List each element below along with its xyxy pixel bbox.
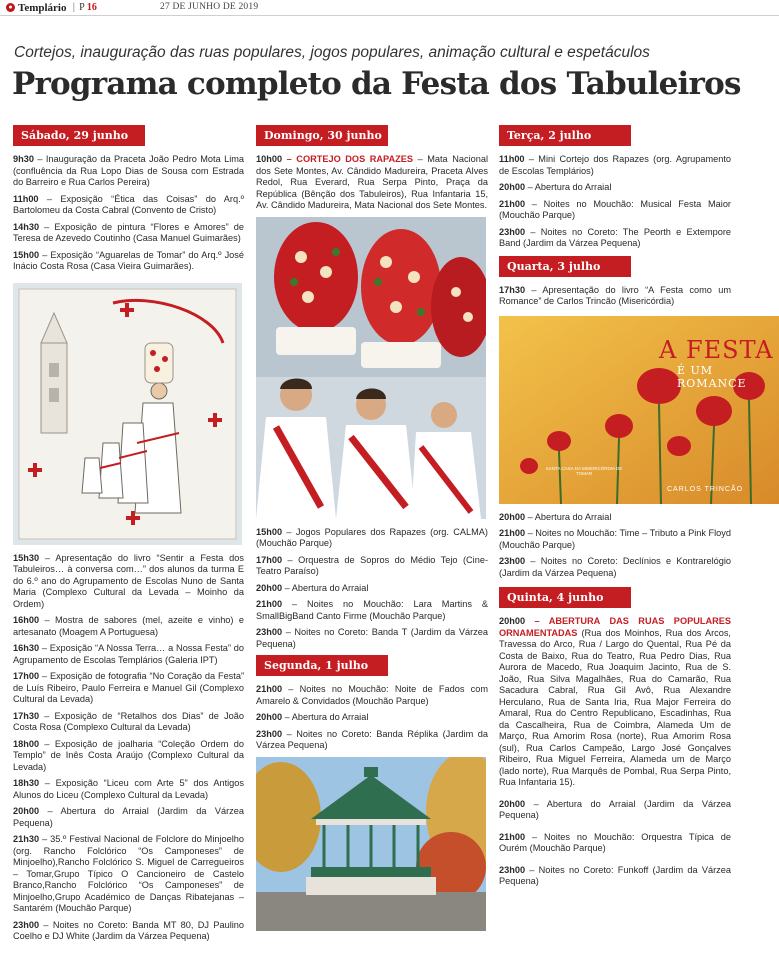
- tuesday-events: [499, 154, 731, 250]
- book-subtitle: É UM ROMANCE: [677, 363, 747, 390]
- saturday-events-top: [13, 154, 244, 273]
- day-header-saturday: Sábado, 29 junho: [13, 125, 145, 146]
- event-time: 18h30: [13, 778, 40, 788]
- event-item: [13, 806, 244, 829]
- wednesday-events-bottom: [499, 512, 731, 580]
- event-time: 20h00: [13, 806, 40, 816]
- event-time: 21h00: [499, 198, 526, 209]
- article-title: Programa completo da Festa dos Tabuleiros: [12, 66, 741, 102]
- event-time: 21h00: [499, 831, 526, 842]
- event-time: 17h30: [13, 710, 40, 721]
- event-description: – Mata Nacional dos Sete Montes, Av. Cândido Madureira, Praceta Alves Redol, Rua Everard, Rua Serpa Pinto, Praça da República (Bênção dos Tabuleiros), Rua Infantaria 15, Av. Cândido Madureira, Mata Nacional dos Sete Montes.: [256, 154, 488, 210]
- event-description: – Noites no Mouchão: Noite de Fados com Amarelo & Convidados (Mouchão Parque): [256, 684, 488, 706]
- page-prefix: P: [79, 2, 85, 13]
- event-time: 15h30: [13, 552, 40, 563]
- event-item: [13, 834, 244, 915]
- painting-illustration: [13, 283, 242, 545]
- cortejo-photo: [256, 217, 486, 519]
- top-bar: [0, 0, 779, 16]
- event-item: [499, 799, 731, 822]
- event-item: [499, 182, 731, 194]
- event-description: – Jogos Populares dos Rapazes (org. CALMA) (Mouchão Parque): [256, 526, 488, 548]
- event-description: – Exposição “A Nossa Terra… a Nossa Festa” do Agrupamento de Escolas Templários (Galeria IPT): [13, 643, 244, 665]
- event-item: [256, 154, 488, 212]
- event-item: [499, 616, 731, 789]
- column-saturday: [13, 125, 244, 948]
- event-description: – Noites no Coreto: Banda Réplika (Jardim da Várzea Pequena): [256, 728, 488, 750]
- event-item: [13, 194, 244, 217]
- event-item: [256, 527, 488, 550]
- event-item: [13, 778, 244, 801]
- event-item: [13, 643, 244, 666]
- column-sunday-monday: [256, 125, 488, 939]
- event-time: 21h00: [256, 684, 283, 694]
- book-title: A FESTA: [659, 335, 774, 364]
- event-time: 20h00: [256, 582, 283, 593]
- event-description: – Noites no Coreto: Funkoff (Jardim da Várzea Pequena): [499, 864, 731, 886]
- event-description: – Noites no Coreto: Banda MT 80, DJ Paulino Coelho e DJ White (Jardim da Várzea Pequena): [13, 919, 244, 941]
- book-publisher: SANTA CASA DA MISERICÓRDIA DE TOMAR: [545, 465, 623, 476]
- event-time: 23h00: [499, 226, 526, 237]
- event-description: – Mostra de sabores (mel, azeite e vinho) e artesanato (Moagem A Portuguesa): [13, 615, 244, 637]
- event-time: 17h30: [499, 284, 526, 295]
- event-time: 20h00: [256, 712, 283, 722]
- saturday-events-bottom: [13, 553, 244, 943]
- event-item: [256, 684, 488, 707]
- event-description: – Noites no Mouchão: Time – Tributo a Pink Floyd (Mouchão Parque): [499, 528, 731, 550]
- event-time: 11h00: [13, 193, 39, 204]
- event-item: [13, 671, 244, 706]
- event-time: 21h30: [13, 834, 40, 844]
- event-time: 20h00: [499, 511, 526, 522]
- coreto-illustration: [256, 757, 486, 931]
- event-description: – Exposição de pintura “Flores e Amores” de Teresa de Azevedo Coutinho (Casa Manuel Guimarães): [13, 221, 244, 243]
- event-item: [13, 250, 244, 273]
- event-time: 23h00: [499, 556, 526, 566]
- event-description: – Exposição “Liceu com Arte 5” dos Antigos Alunos do Liceu (Complexo Cultural da Levada): [13, 778, 244, 800]
- event-description: – Exposição “Aguarelas de Tomar” do Arq.º José Inácio Costa Rosa (Casa Vieira Guimarães).: [13, 249, 244, 271]
- event-description: – Apresentação do livro “Sentir a Festa dos Tabuleiros… à conversa com…” dos alunos da turma E do 6.º ano do Agrupamento de Escolas Nuno de Santa Maria (Complexo Cultural da Levada – Moinho da Ordem): [13, 552, 244, 609]
- brand-name: Templário: [18, 1, 67, 14]
- event-item: [256, 599, 488, 622]
- event-item: [13, 920, 244, 943]
- event-item: [499, 556, 731, 579]
- event-time: 20h00: [499, 182, 526, 192]
- event-time: 23h00: [256, 728, 283, 739]
- event-description: – Inauguração da Praceta João Pedro Mota Lima (confluência da Rua Lopo Dias de Sousa com Estrada do Barreiro e Rua Carlos Pereira): [13, 154, 244, 187]
- issue-date: 27 DE JUNHO DE 2019: [160, 2, 259, 12]
- event-highlight: – ABERTURA DAS RUAS POPULARES ORNAMENTADAS: [499, 616, 731, 638]
- event-description: – Noites no Coreto: Banda T (Jardim da Várzea Pequena): [256, 627, 488, 649]
- brand-logo: [6, 2, 67, 14]
- event-description: – Noites no Mouchão: Musical Festa Maior (Mouchão Parque): [499, 198, 731, 220]
- day-header-tuesday: Terça, 2 julho: [499, 125, 631, 146]
- event-item: [499, 832, 731, 855]
- cortejo-illustration: [256, 217, 486, 519]
- event-description: – Exposição “Ética das Coisas” do Arq.º Bartolomeu da Costa Cabral (Convento de Cristo): [13, 193, 244, 215]
- event-item: [13, 739, 244, 774]
- sunday-events-bottom: [256, 527, 488, 651]
- event-description: – Exposição de fotografia “No Coração da Festa” de Luís Ribeiro, Paulo Ferreira e Manuel Gil (Complexo Cultural da Levada): [13, 671, 244, 704]
- divider: |: [72, 2, 76, 13]
- event-highlight: – CORTEJO DOS RAPAZES: [282, 154, 413, 164]
- event-description: – Abertura do Arraial: [525, 182, 612, 192]
- page-number: [79, 2, 97, 13]
- page-number-value: 16: [86, 2, 97, 13]
- event-description: – Noites no Coreto: Declínios e Kontrarelógio (Jardim da Várzea Pequena): [499, 556, 731, 578]
- event-item: [13, 615, 244, 638]
- column-tue-wed-thu: [499, 125, 774, 893]
- event-time: 11h00: [499, 154, 525, 164]
- event-time: 15h00: [256, 526, 283, 537]
- event-item: [499, 528, 731, 551]
- event-item: [13, 222, 244, 245]
- monday-events: [256, 684, 488, 752]
- event-description: – Noites no Coreto: The Peorth e Extempore Band (Jardim da Várzea Pequena): [499, 226, 731, 248]
- coreto-photo: [256, 757, 486, 931]
- event-description: (Rua dos Moinhos, Rua dos Arcos, Travessa do Arco, Rua / Largo do Quental, Rua Pé da Costa de Baixo, Rua do Teatro, Rua Pedro Dias, Rua Aurora de Macedo, Rua Joaquim Jacinto, Rua de S. João, Rua Silva Magalhães, Rua do Camarão, Rua Sacadura Cabral, Rua Gil Avô, Rua Alexandre Herculano, Rua de Santa Iria, Rua Major Ferreira do Amaral, Rua do Centro Republicano, Escadinhas, Rua da Cascalheira, Rua de Coimbra, Alameda Um de Março, Rua Amorim Rosa (norte), Rua Amorim Rosa (sul), Rua Carlos Campeão, Largo José Gonçalves Ribeiro, Rua Miguel Ferreira, Alameda um de Março (lado norte), Rua Marquês de Pombal, Rua Serpa Pinto, Rua Infantaria 15).: [499, 627, 731, 787]
- event-time: 21h00: [499, 528, 526, 538]
- event-item: [499, 154, 731, 177]
- brand-icon: ●: [6, 3, 15, 12]
- event-description: – Apresentação do livro “A Festa como um Romance” de Carlos Trincão (Misericórdia): [499, 284, 731, 306]
- book-cover: [499, 316, 779, 504]
- event-item: [256, 712, 488, 724]
- day-header-sunday: Domingo, 30 junho: [256, 125, 388, 146]
- event-item: [256, 583, 488, 595]
- event-time: 17h00: [256, 554, 283, 565]
- event-item: [499, 512, 731, 524]
- event-item: [13, 154, 244, 189]
- event-description: – Noites no Mouchão: Orquestra Típica de Ourém (Mouchão Parque): [499, 831, 731, 853]
- event-item: [13, 711, 244, 734]
- event-time: 18h00: [13, 738, 40, 749]
- tabuleiros-painting: [13, 283, 242, 545]
- event-description: – Abertura do Arraial: [525, 511, 612, 522]
- event-item: [256, 555, 488, 578]
- event-time: 20h00: [499, 798, 526, 809]
- event-item: [256, 627, 488, 650]
- event-time: 10h00: [256, 154, 283, 164]
- event-item: [256, 729, 488, 752]
- day-header-monday: Segunda, 1 julho: [256, 655, 388, 676]
- event-description: – Abertura do Arraial (Jardim da Várzea Pequena): [499, 798, 731, 820]
- event-item: [13, 553, 244, 611]
- event-time: 17h00: [13, 671, 40, 681]
- event-description: – Exposição de “Retalhos dos Dias” de João Costa Rosa (Complexo Cultural da Levada): [13, 710, 244, 732]
- wednesday-events-top: [499, 285, 731, 308]
- event-time: 16h30: [13, 643, 40, 653]
- article-subtitle: Cortejos, inauguração das ruas populares, jogos populares, animação cultural e espetáculos: [14, 44, 650, 61]
- event-item: [499, 865, 731, 888]
- event-description: – Abertura do Arraial (Jardim da Várzea Pequena): [13, 806, 244, 828]
- event-time: 15h00: [13, 249, 40, 260]
- day-header-wednesday: Quarta, 3 julho: [499, 256, 631, 277]
- event-description: – Abertura do Arraial: [282, 582, 369, 593]
- event-time: 21h00: [256, 599, 283, 609]
- event-description: – 35.º Festival Nacional de Folclore do Minjoelho (org. Rancho Folclórico “Os Camponeses” de Minjoelho),Rancho Folclórico S. Miguel de Carregueiros – Tomar,Grupo Típico O Cancioneiro de Castelo Branco,Rancho Folclórico “Os Camponeses” de Minjoelho,Grupo Académico de Danças Ribatejanas – Santarém (Mouchão Parque): [13, 834, 244, 913]
- thursday-events: [499, 616, 731, 888]
- event-time: 20h00: [499, 616, 526, 626]
- event-time: 23h00: [256, 627, 283, 637]
- event-description: – Noites no Mouchão: Lara Martins & SmallBigBand Canto Firme (Mouchão Parque): [256, 599, 488, 621]
- event-description: – Exposição de joalharia “Coleção Ordem do Templo” de Inês Costa Araújo (Complexo Cultural da Levada): [13, 738, 244, 772]
- book-author: CARLOS TRINCÃO: [667, 485, 744, 493]
- event-time: 23h00: [499, 864, 526, 875]
- event-description: – Orquestra de Sopros do Médio Tejo (Cine-Teatro Paraíso): [256, 554, 488, 576]
- event-item: [499, 227, 731, 250]
- event-time: 23h00: [13, 919, 40, 930]
- day-header-thursday: Quinta, 4 junho: [499, 587, 631, 608]
- event-description: – Mini Cortejo dos Rapazes (org. Agrupamento de Escolas Templários): [499, 154, 731, 176]
- sunday-events-top: [256, 154, 488, 212]
- event-time: 16h00: [13, 615, 40, 625]
- event-item: [499, 199, 731, 222]
- event-description: – Abertura do Arraial: [282, 712, 369, 722]
- event-time: 9h30: [13, 154, 34, 164]
- event-item: [499, 285, 731, 308]
- event-time: 14h30: [13, 221, 40, 232]
